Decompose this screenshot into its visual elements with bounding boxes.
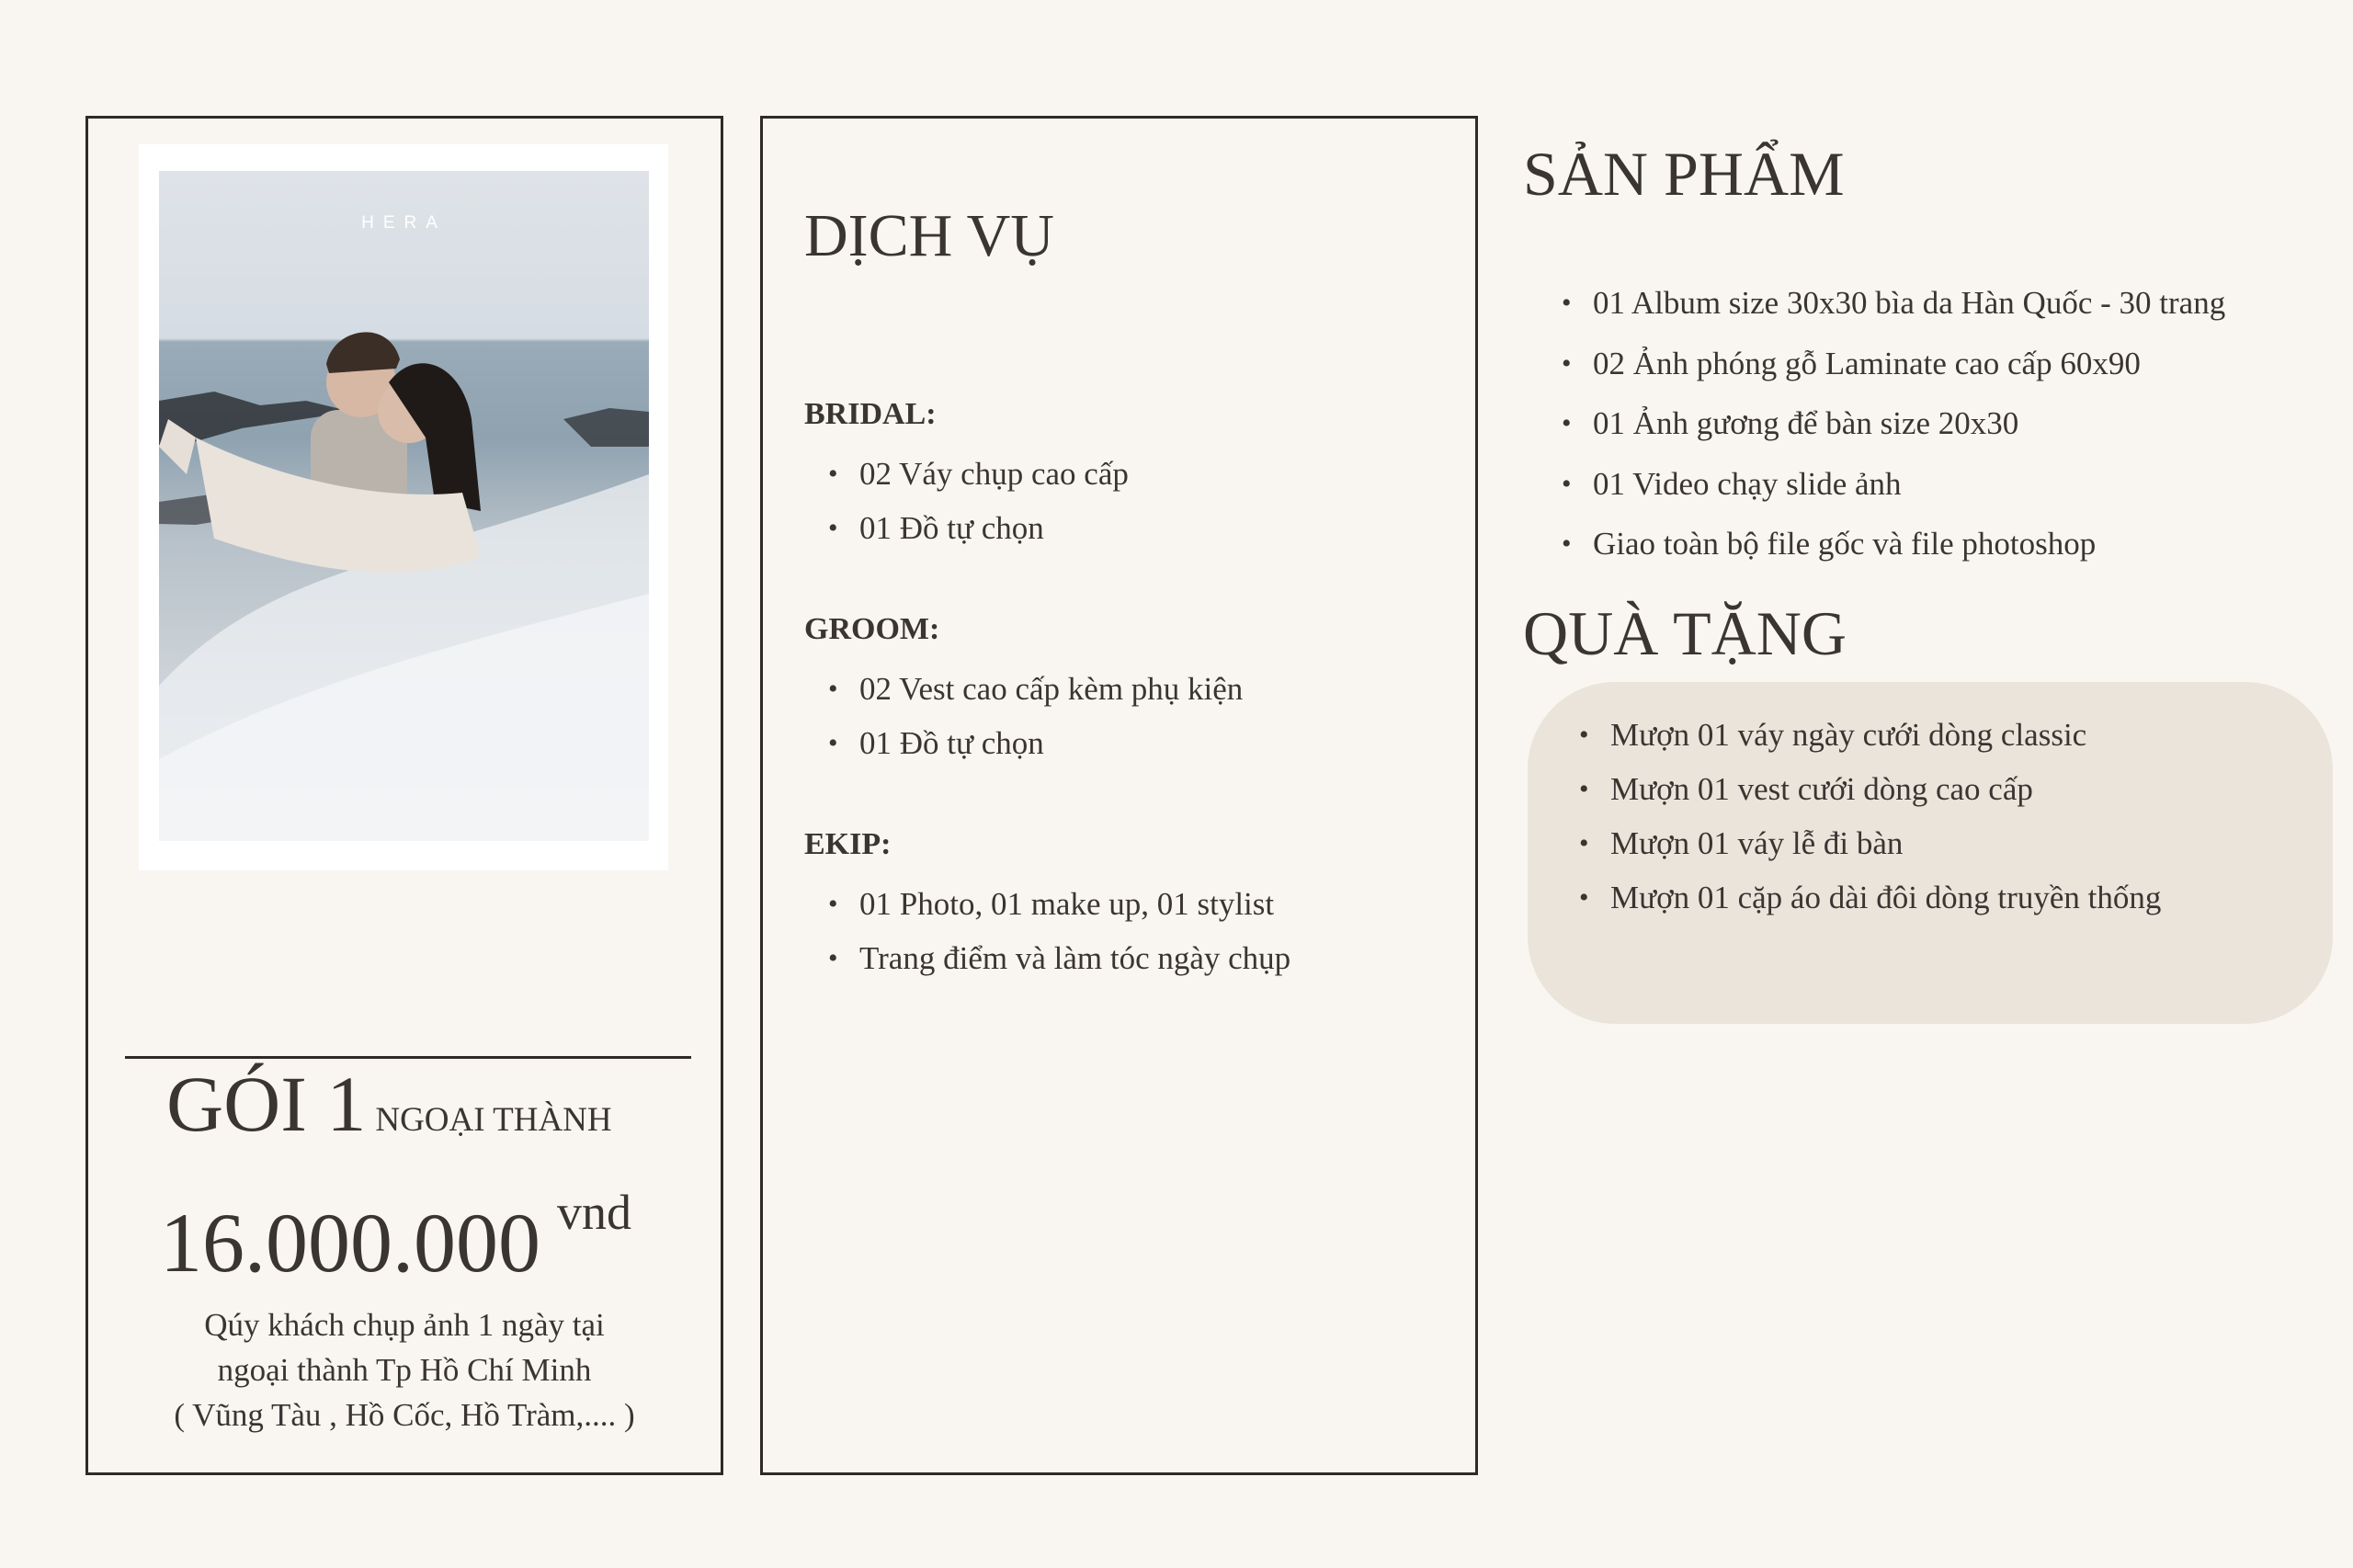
description-line: ngoại thành Tp Hồ Chí Minh — [217, 1352, 592, 1388]
group-heading-groom: GROOM: — [804, 612, 940, 646]
price-amount: 16.000.000 — [160, 1196, 540, 1290]
description-line: ( Vũng Tàu , Hồ Cốc, Hồ Tràm,.... ) — [174, 1397, 635, 1433]
couple-photo — [159, 171, 649, 841]
package-subtitle: NGOẠI THÀNH — [375, 1101, 612, 1139]
bridal-list — [859, 447, 1129, 555]
products-title: SẢN PHẨM — [1523, 139, 1845, 209]
gifts-list — [1610, 708, 2161, 925]
package-description — [88, 1302, 721, 1437]
photo-frame — [139, 144, 668, 870]
list-item: • 02 Vest cao cấp kèm phụ kiện — [859, 662, 1243, 716]
list-item: • 02 Váy chụp cao cấp — [859, 447, 1129, 501]
group-heading-bridal: BRIDAL: — [804, 397, 937, 431]
list-item: • Trang điểm và làm tóc ngày chụp — [859, 931, 1290, 985]
groom-list — [859, 662, 1243, 770]
package-name: GÓI 1 — [166, 1060, 367, 1148]
group-heading-ekip: EKIP: — [804, 827, 892, 861]
ekip-list — [859, 877, 1290, 985]
price-currency: vnd — [557, 1185, 631, 1240]
list-item: • 01 Album size 30x30 bìa da Hàn Quốc - 30 trang — [1593, 273, 2225, 334]
list-item: • 01 Đồ tự chọn — [859, 716, 1243, 770]
description-line: Qúy khách chụp ảnh 1 ngày tại — [204, 1307, 605, 1343]
list-item: • Mượn 01 cặp áo dài đôi dòng truyền thống — [1610, 870, 2161, 925]
list-item: • 01 Photo, 01 make up, 01 stylist — [859, 877, 1290, 931]
list-item: • Mượn 01 vest cưới dòng cao cấp — [1610, 762, 2161, 816]
divider — [125, 1056, 691, 1059]
list-item: • Mượn 01 váy ngày cưới dòng classic — [1610, 708, 2161, 762]
services-card — [760, 116, 1478, 1475]
products-list — [1593, 273, 2225, 574]
list-item: • Giao toàn bộ file gốc và file photoshop — [1593, 514, 2225, 574]
list-item: • 01 Video chạy slide ảnh — [1593, 454, 2225, 515]
package-card — [85, 116, 723, 1475]
list-item: • Mượn 01 váy lễ đi bàn — [1610, 816, 2161, 870]
gifts-title: QUÀ TẶNG — [1523, 598, 1847, 668]
list-item: • 01 Ảnh gương để bàn size 20x30 — [1593, 393, 2225, 454]
list-item: • 02 Ảnh phóng gỗ Laminate cao cấp 60x90 — [1593, 334, 2225, 394]
services-title: DỊCH VỤ — [804, 202, 1054, 269]
package-title — [166, 1058, 612, 1150]
price — [160, 1185, 631, 1291]
list-item: • 01 Đồ tự chọn — [859, 501, 1129, 555]
brand-watermark: HERA — [361, 213, 447, 233]
